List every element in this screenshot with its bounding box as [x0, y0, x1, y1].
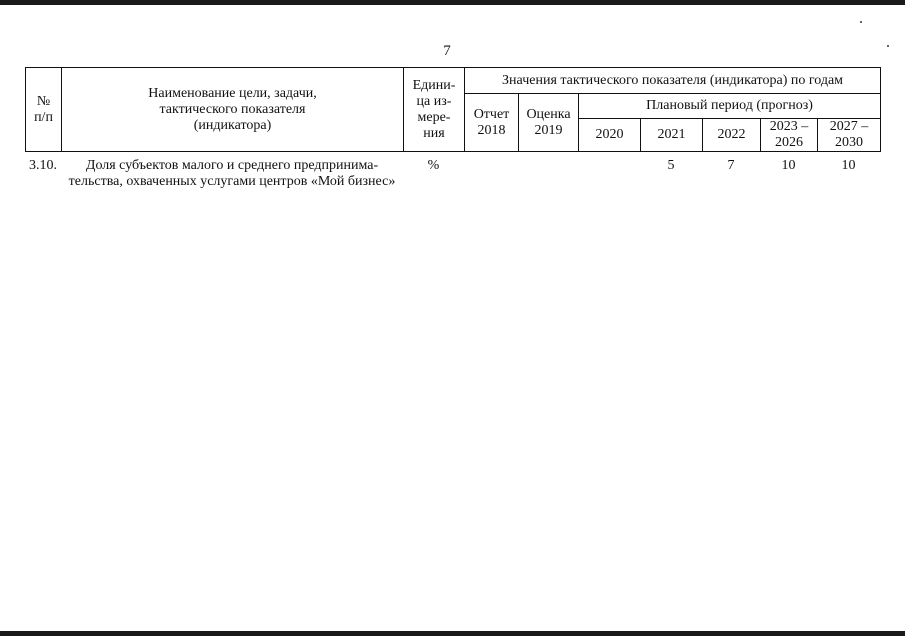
header-planned-group: Плановый период (прогноз) — [579, 94, 881, 119]
header-name: Наименование цели, задачи, тактического показателя (индикатора) — [62, 68, 404, 152]
row-unit: % — [427, 158, 440, 173]
speck — [887, 45, 889, 47]
header-year-2027-2030: 2027 – 2030 — [818, 119, 881, 152]
header-year-2020: 2020 — [579, 119, 641, 152]
row-estimate-2019 — [518, 158, 578, 190]
header-estimate-2019: Оценка 2019 — [519, 94, 579, 152]
row-report-2018 — [464, 158, 518, 190]
header-number: № п/п — [26, 68, 62, 152]
top-border-bar — [0, 0, 905, 5]
row-value-2021: 5 — [667, 158, 675, 173]
header-unit: Едини- ца из- мере- ния — [404, 68, 465, 152]
row-name: Доля субъектов малого и среднего предпринима-тельства, охваченных услугами центров «Мой бизнес» — [68, 158, 396, 189]
header-report-2018: Отчет 2018 — [465, 94, 519, 152]
header-year-2022: 2022 — [703, 119, 761, 152]
row-value-2027-2030: 10 — [841, 158, 856, 173]
header-values-group: Значения тактического показателя (индикатора) по годам — [465, 68, 881, 94]
row-number: 3.10. — [29, 158, 57, 173]
table-row — [25, 158, 880, 190]
indicator-table-body — [25, 158, 880, 190]
indicator-table-header — [25, 67, 881, 152]
header-year-2023-2026: 2023 – 2026 — [761, 119, 818, 152]
row-value-2020 — [578, 158, 640, 190]
bottom-border-bar — [0, 631, 905, 636]
header-year-2021: 2021 — [641, 119, 703, 152]
row-value-2023-2026: 10 — [781, 158, 796, 173]
row-value-2022: 7 — [727, 158, 735, 173]
page-number: 7 — [443, 43, 451, 59]
speck — [860, 21, 862, 23]
